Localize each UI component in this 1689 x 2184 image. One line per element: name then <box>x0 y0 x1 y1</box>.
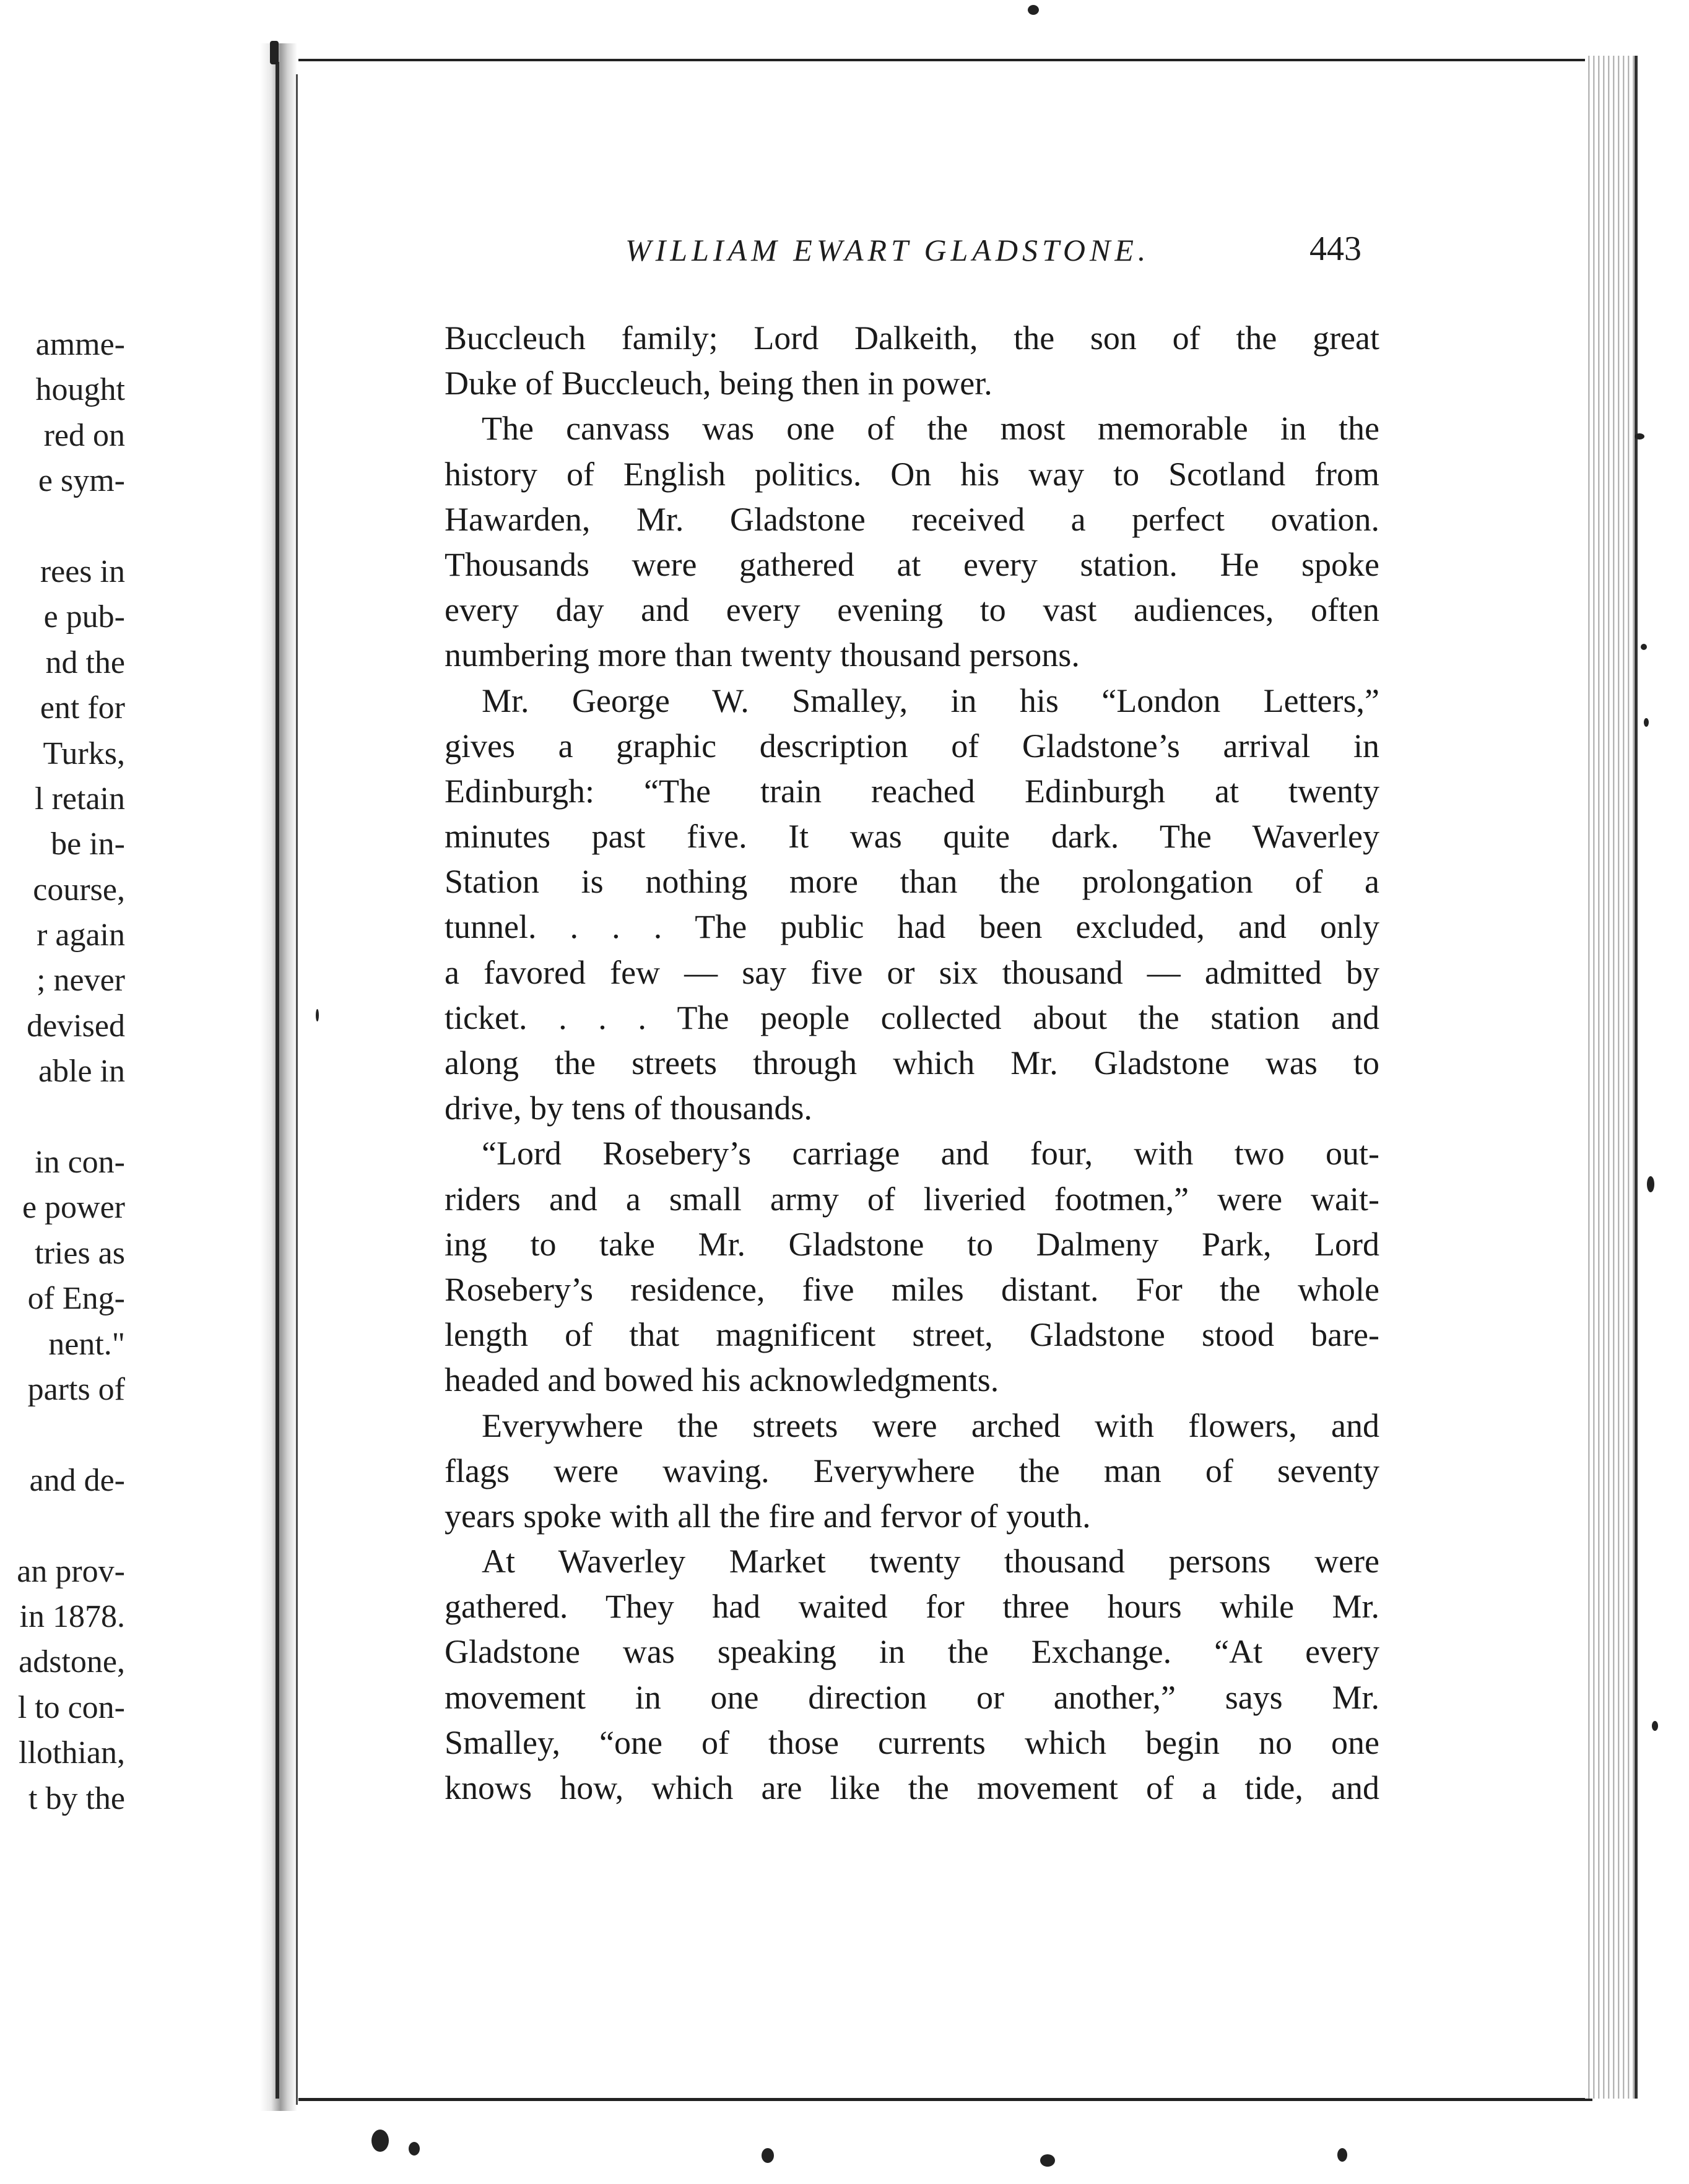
text-line: history of English politics. On his way to Scotland from <box>445 455 1379 493</box>
text-line: Gladstone was speaking in the Exchange. “At every <box>445 1633 1379 1671</box>
text-line: Station is nothing more than the prolongation of a <box>445 863 1379 901</box>
left-page-line: an prov- <box>17 1553 125 1589</box>
scan-speck <box>1337 2148 1347 2162</box>
text-line: headed and bowed his acknowledgments. <box>445 1361 999 1399</box>
scan-speck <box>316 1009 319 1021</box>
text-line: Duke of Buccleuch, being then in power. <box>445 365 992 402</box>
left-page-line: t by the <box>28 1780 125 1816</box>
scan-speck <box>1641 644 1647 650</box>
left-page-line: course, <box>33 872 125 908</box>
text-line: Smalley, “one of those currents which begin no one <box>445 1723 1379 1761</box>
text-line: Thousands were gathered at every station. He spoke <box>445 545 1379 583</box>
left-page-fragment <box>0 50 266 2105</box>
left-page-line <box>0 1412 125 1457</box>
text-line: movement in one direction or another,” says Mr. <box>445 1678 1379 1716</box>
left-page-line: tries as <box>35 1235 125 1271</box>
text-line: flags were waving. Everywhere the man of seventy <box>445 1452 1379 1489</box>
text-line: every day and every evening to vast audiences, often <box>445 591 1379 629</box>
left-page-line: devised <box>27 1008 125 1044</box>
left-page-line: nd the <box>45 644 125 680</box>
paragraph <box>445 1539 1379 1811</box>
left-page-line: llothian, <box>19 1735 125 1771</box>
text-line: length of that magnificent street, Gladstone stood bare- <box>445 1316 1379 1354</box>
text-line: minutes past five. It was quite dark. The Waverley <box>445 818 1379 856</box>
text-line: ing to take Mr. Gladstone to Dalmeny Park, Lord <box>445 1225 1379 1263</box>
scan-speck <box>1635 433 1644 440</box>
body-text <box>445 316 1379 1811</box>
left-page-line: parts of <box>27 1371 125 1407</box>
text-line: ticket. . . . The people collected about the station and <box>445 999 1379 1036</box>
scan-speck <box>762 2148 774 2163</box>
text-line: riders and a small army of liveried footmen,” were wait- <box>445 1180 1379 1218</box>
text-line: Buccleuch family; Lord Dalkeith, the son of the great <box>445 319 1379 357</box>
paragraph <box>445 678 1379 1132</box>
left-page-line: e pub- <box>43 599 125 635</box>
scan-speck <box>1652 1721 1658 1731</box>
left-page-line: e sym- <box>38 463 125 499</box>
paragraph <box>445 1131 1379 1403</box>
text-line: drive, by tens of thousands. <box>445 1090 812 1127</box>
text-line: a favored few — say five or six thousand — admitted by <box>445 953 1379 991</box>
text-line: The canvass was one of the most memorable in the <box>482 410 1379 448</box>
left-page-line: l retain <box>35 781 125 817</box>
text-line: gathered. They had waited for three hours while Mr. <box>445 1588 1379 1626</box>
left-page-text <box>0 322 125 1821</box>
scan-speck <box>270 41 279 64</box>
left-page-line: ent for <box>40 690 125 726</box>
paragraph <box>445 406 1379 678</box>
text-line: Hawarden, Mr. Gladstone received a perfect ovation. <box>445 500 1379 538</box>
left-page-line: l to con- <box>17 1689 125 1725</box>
scan-speck <box>1040 2154 1055 2167</box>
running-head: WILLIAM EWART GLADSTONE. <box>625 233 1150 267</box>
left-page-line: in 1878. <box>19 1598 125 1634</box>
text-line: “Lord Rosebery’s carriage and four, with two out- <box>482 1135 1379 1172</box>
left-page-line: amme- <box>35 327 125 362</box>
text-line: tunnel. . . . The public had been excluded, and only <box>445 908 1379 946</box>
left-page-line: adstone, <box>19 1644 125 1680</box>
scan-speck <box>1647 1176 1654 1192</box>
left-page-line: be in- <box>51 826 125 862</box>
left-page-line: hought <box>35 372 125 408</box>
text-line: Rosebery’s residence, five miles distant. For the whole <box>445 1270 1379 1308</box>
left-page-line: in con- <box>35 1145 125 1181</box>
paragraph <box>445 316 1379 406</box>
text-line: At Waverley Market twenty thousand persons were <box>482 1543 1379 1580</box>
left-page-line: ; never <box>37 963 125 999</box>
text-line: knows how, which are like the movement of a tide, and <box>445 1769 1379 1806</box>
scan-speck <box>409 2142 420 2156</box>
left-page-line: e power <box>22 1190 125 1226</box>
left-page-line <box>0 1503 125 1548</box>
scan-speck <box>371 2130 389 2152</box>
page-number: 443 <box>1309 230 1361 268</box>
left-page-line <box>0 504 125 549</box>
gutter-inner-line <box>296 74 298 2105</box>
text-line: gives a graphic description of Gladstone’s arrival in <box>445 727 1379 765</box>
left-page-line: nent." <box>48 1326 125 1362</box>
left-page-line: Turks, <box>43 735 125 771</box>
text-line: years spoke with all the fire and fervor of youth. <box>445 1497 1091 1535</box>
left-page-line: of Eng- <box>27 1281 125 1317</box>
left-page-line: able in <box>38 1054 125 1090</box>
text-line: Mr. George W. Smalley, in his “London Letters,” <box>482 682 1379 719</box>
page-edges <box>1585 56 1638 2099</box>
text-line: Everywhere the streets were arched with flowers, and <box>482 1406 1379 1444</box>
text-line: along the streets through which Mr. Gladstone was to <box>445 1044 1379 1081</box>
paragraph <box>445 1403 1379 1540</box>
text-line: numbering more than twenty thousand persons. <box>445 636 1080 674</box>
scan-speck <box>1028 5 1039 15</box>
scan-speck <box>1644 718 1649 727</box>
left-page-line: r again <box>37 917 125 953</box>
left-page-line: red on <box>43 417 125 453</box>
left-page-line <box>0 1094 125 1140</box>
text-line: Edinburgh: “The train reached Edinburgh at twenty <box>445 772 1379 810</box>
left-page-line: and de- <box>29 1462 125 1498</box>
gutter-edge-line <box>276 62 279 2099</box>
left-page-line: rees in <box>40 553 125 589</box>
